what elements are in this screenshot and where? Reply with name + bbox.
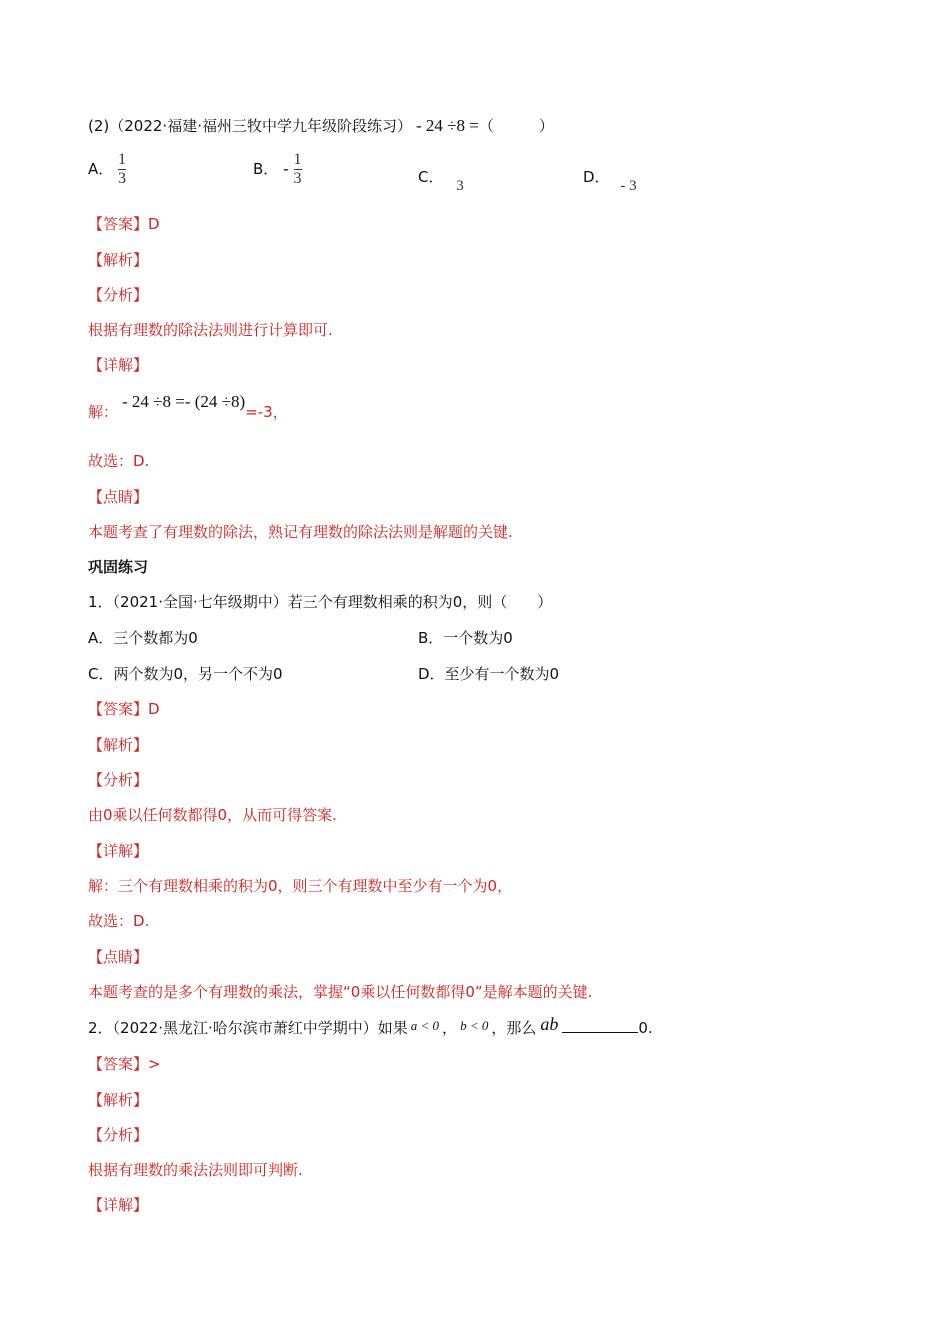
- problem-1-choice: 故选：D.: [88, 912, 150, 930]
- fraction-one-third: $\frac{1}{3}$: [293, 151, 302, 187]
- problem-2-detail-heading: 【详解】: [88, 1196, 149, 1214]
- comment-text: 本题考查了有理数的除法，熟记有理数的除法法则是解题的关键.: [88, 523, 513, 541]
- detail-solution: [88, 392, 288, 421]
- analysis-heading: 【解析】: [88, 251, 149, 269]
- problem-2-fenxi-heading: 【分析】: [88, 1126, 149, 1144]
- question-source: （2022·福建·福州三牧中学九年级阶段练习）: [109, 117, 412, 135]
- question-2-stem: [88, 116, 554, 136]
- problem-2-stem: [88, 1014, 653, 1039]
- option-c-label: C．: [418, 168, 444, 186]
- section-title: 巩固练习: [88, 558, 149, 576]
- comment-heading: 【点睛】: [88, 488, 149, 506]
- problem-2-end: 0.: [638, 1019, 653, 1037]
- condition-b: b < 0: [460, 1018, 489, 1033]
- fraction-one-third: $\frac{1}{3}$: [118, 151, 127, 187]
- option-b-label: B．: [253, 160, 279, 178]
- problem-1-analysis-heading: 【解析】: [88, 736, 149, 754]
- answer-line: 【答案】D: [88, 215, 160, 233]
- fenxi-heading: 【分析】: [88, 286, 149, 304]
- problem-2-answer: 【答案】>: [88, 1055, 161, 1073]
- problem-1-stem: 1．（2021·全国·七年级期中）若三个有理数相乘的积为0，则（ ）: [88, 593, 553, 611]
- question-label: (2): [88, 117, 110, 135]
- solution-result: =-3，: [245, 403, 288, 421]
- problem-1-comment-heading: 【点睛】: [88, 948, 149, 966]
- problem-1-answer: 【答案】D: [88, 700, 160, 718]
- option-d-value: - 3: [620, 178, 637, 194]
- problem-1-comment-text: 本题考查的是多个有理数的乘法，掌握“0乘以任何数都得0”是解本题的关键.: [88, 983, 593, 1001]
- problem-2-then: ，那么: [491, 1019, 537, 1037]
- option-d-label: D．: [583, 168, 610, 186]
- division-expression: - 24 ÷8 =: [415, 116, 479, 135]
- problem-1-option-b: B．一个数为0: [418, 629, 513, 647]
- separator: ，: [442, 1019, 458, 1037]
- option-c-value: 3: [456, 178, 464, 194]
- fenxi-text: 根据有理数的除法法则进行计算即可.: [88, 321, 333, 339]
- option-b: [253, 152, 302, 187]
- minus-sign: -: [283, 159, 289, 178]
- detail-heading: 【详解】: [88, 356, 149, 374]
- problem-2-analysis-heading: 【解析】: [88, 1091, 149, 1109]
- solution-expression: - 24 ÷8 =- (24 ÷8): [122, 392, 246, 411]
- problem-2-source: 2．（2022·黑龙江·哈尔滨市萧红中学期中）如果: [88, 1019, 408, 1037]
- condition-a: a < 0: [410, 1018, 440, 1033]
- solution-prefix: 解：: [88, 403, 119, 421]
- choice-line: 故选：D.: [88, 452, 150, 470]
- option-a: [88, 152, 126, 187]
- problem-1-detail-text: 解：三个有理数相乘的积为0，则三个有理数中至少有一个为0，: [88, 877, 513, 895]
- answer-blank[interactable]: [562, 1018, 638, 1033]
- problem-1-option-c: C．两个数为0，另一个不为0: [88, 665, 283, 683]
- problem-2-fenxi-text: 根据有理数的乘法法则即可判断.: [88, 1161, 303, 1179]
- problem-1-fenxi-text: 由0乘以任何数都得0，从而可得答案.: [88, 806, 337, 824]
- problem-1-option-a: A．三个数都为0: [88, 629, 198, 647]
- variable-ab: ab: [540, 1014, 559, 1034]
- problem-1-option-d: D．至少有一个数为0: [418, 665, 560, 683]
- problem-1-fenxi-heading: 【分析】: [88, 771, 149, 789]
- option-c: [418, 166, 464, 194]
- option-d: [583, 166, 637, 194]
- answer-paren: （ ）: [478, 117, 554, 135]
- option-a-label: A．: [88, 160, 114, 178]
- problem-1-detail-heading: 【详解】: [88, 842, 149, 860]
